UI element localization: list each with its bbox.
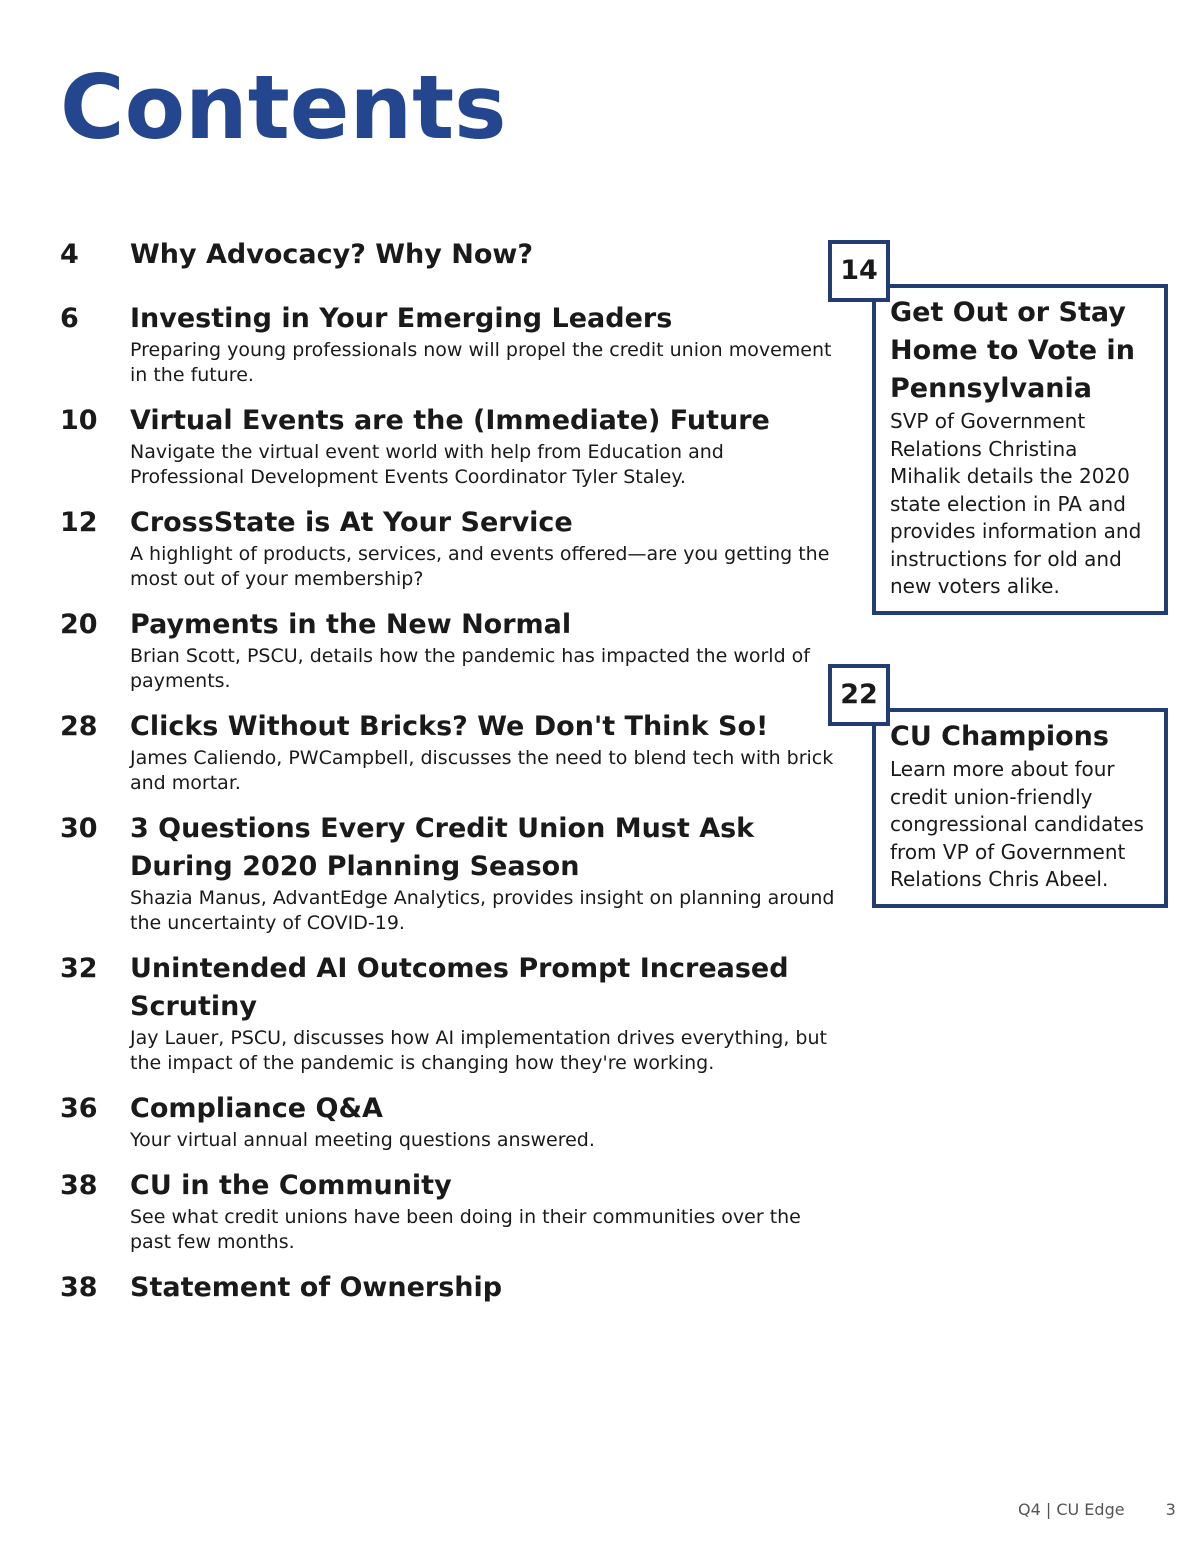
toc-page-number: 36 (60, 1093, 98, 1124)
feature-description: Learn more about four credit union-friendly congressional candidates from VP of Government Relations Chris Abeel. (890, 757, 1144, 891)
table-of-contents (60, 236, 840, 1307)
toc-description: Brian Scott, PSCU, details how the pandemic has impacted the world of payments. (130, 645, 810, 692)
toc-page-number: 32 (60, 953, 98, 984)
toc-description: Navigate the virtual event world with help from Education and Professional Development Events Coordinator Tyler Staley. (130, 441, 724, 488)
footer-publication: Q4 | CU Edge (1018, 1500, 1125, 1519)
toc-entry (60, 504, 840, 592)
feature-page-number: 22 (828, 664, 890, 726)
toc-entry (60, 708, 840, 796)
feature-page-number: 14 (828, 240, 890, 302)
toc-title: Clicks Without Bricks? We Don't Think So! (130, 711, 769, 742)
toc-entry (60, 810, 840, 936)
toc-page-number: 38 (60, 1170, 98, 1201)
toc-description: Preparing young professionals now will propel the credit union movement in the future. (130, 339, 832, 386)
toc-page-number: 38 (60, 1272, 98, 1303)
toc-page-number: 4 (60, 239, 79, 270)
toc-title: Investing in Your Emerging Leaders (130, 303, 673, 334)
toc-description: Shazia Manus, AdvantEdge Analytics, provides insight on planning around the uncertainty of COVID-19. (130, 887, 835, 934)
page-title: Contents (60, 56, 507, 159)
toc-title: Payments in the New Normal (130, 609, 572, 640)
toc-page-number: 28 (60, 711, 98, 742)
toc-entry (60, 606, 840, 694)
toc-page-number: 10 (60, 405, 98, 436)
toc-title: Statement of Ownership (130, 1272, 503, 1303)
toc-page-number: 12 (60, 507, 98, 538)
toc-entry (60, 1167, 840, 1255)
footer-page-number: 3 (1165, 1500, 1176, 1519)
toc-title: Unintended AI Outcomes Prompt Increased Scrutiny (130, 953, 789, 1022)
toc-description: James Caliendo, PWCampbell, discusses the need to blend tech with brick and mortar. (130, 747, 834, 794)
feature-title: Get Out or Stay Home to Vote in Pennsylvania (890, 297, 1135, 404)
toc-description: Your virtual annual meeting questions answered. (130, 1129, 595, 1151)
toc-description: Jay Lauer, PSCU, discusses how AI implementation drives everything, but the impact of the pandemic is changing how they're working. (130, 1027, 827, 1074)
toc-entry (60, 1090, 840, 1153)
toc-title: CU in the Community (130, 1170, 452, 1201)
feature-card (872, 708, 1168, 908)
toc-description: See what credit unions have been doing in their communities over the past few months. (130, 1206, 801, 1253)
toc-title: 3 Questions Every Credit Union Must Ask During 2020 Planning Season (130, 813, 755, 882)
toc-page-number: 20 (60, 609, 98, 640)
toc-title: Why Advocacy? Why Now? (130, 239, 534, 270)
toc-title: Compliance Q&A (130, 1093, 383, 1124)
toc-title: CrossState is At Your Service (130, 507, 573, 538)
toc-entry (60, 402, 840, 490)
toc-entry (60, 236, 840, 274)
toc-title: Virtual Events are the (Immediate) Future (130, 405, 770, 436)
toc-entry (60, 1269, 840, 1307)
feature-description: SVP of Government Relations Christina Mihalik details the 2020 state election in PA and provides information and instructions for old and new voters alike. (890, 409, 1142, 598)
feature-title: CU Champions (890, 721, 1109, 752)
feature-card (872, 284, 1168, 615)
toc-page-number: 30 (60, 813, 98, 844)
page-footer (1018, 1500, 1176, 1519)
toc-description: A highlight of products, services, and events offered—are you getting the most out of your membership? (130, 543, 830, 590)
toc-entry (60, 950, 840, 1076)
toc-page-number: 6 (60, 303, 79, 334)
toc-entry (60, 300, 840, 388)
